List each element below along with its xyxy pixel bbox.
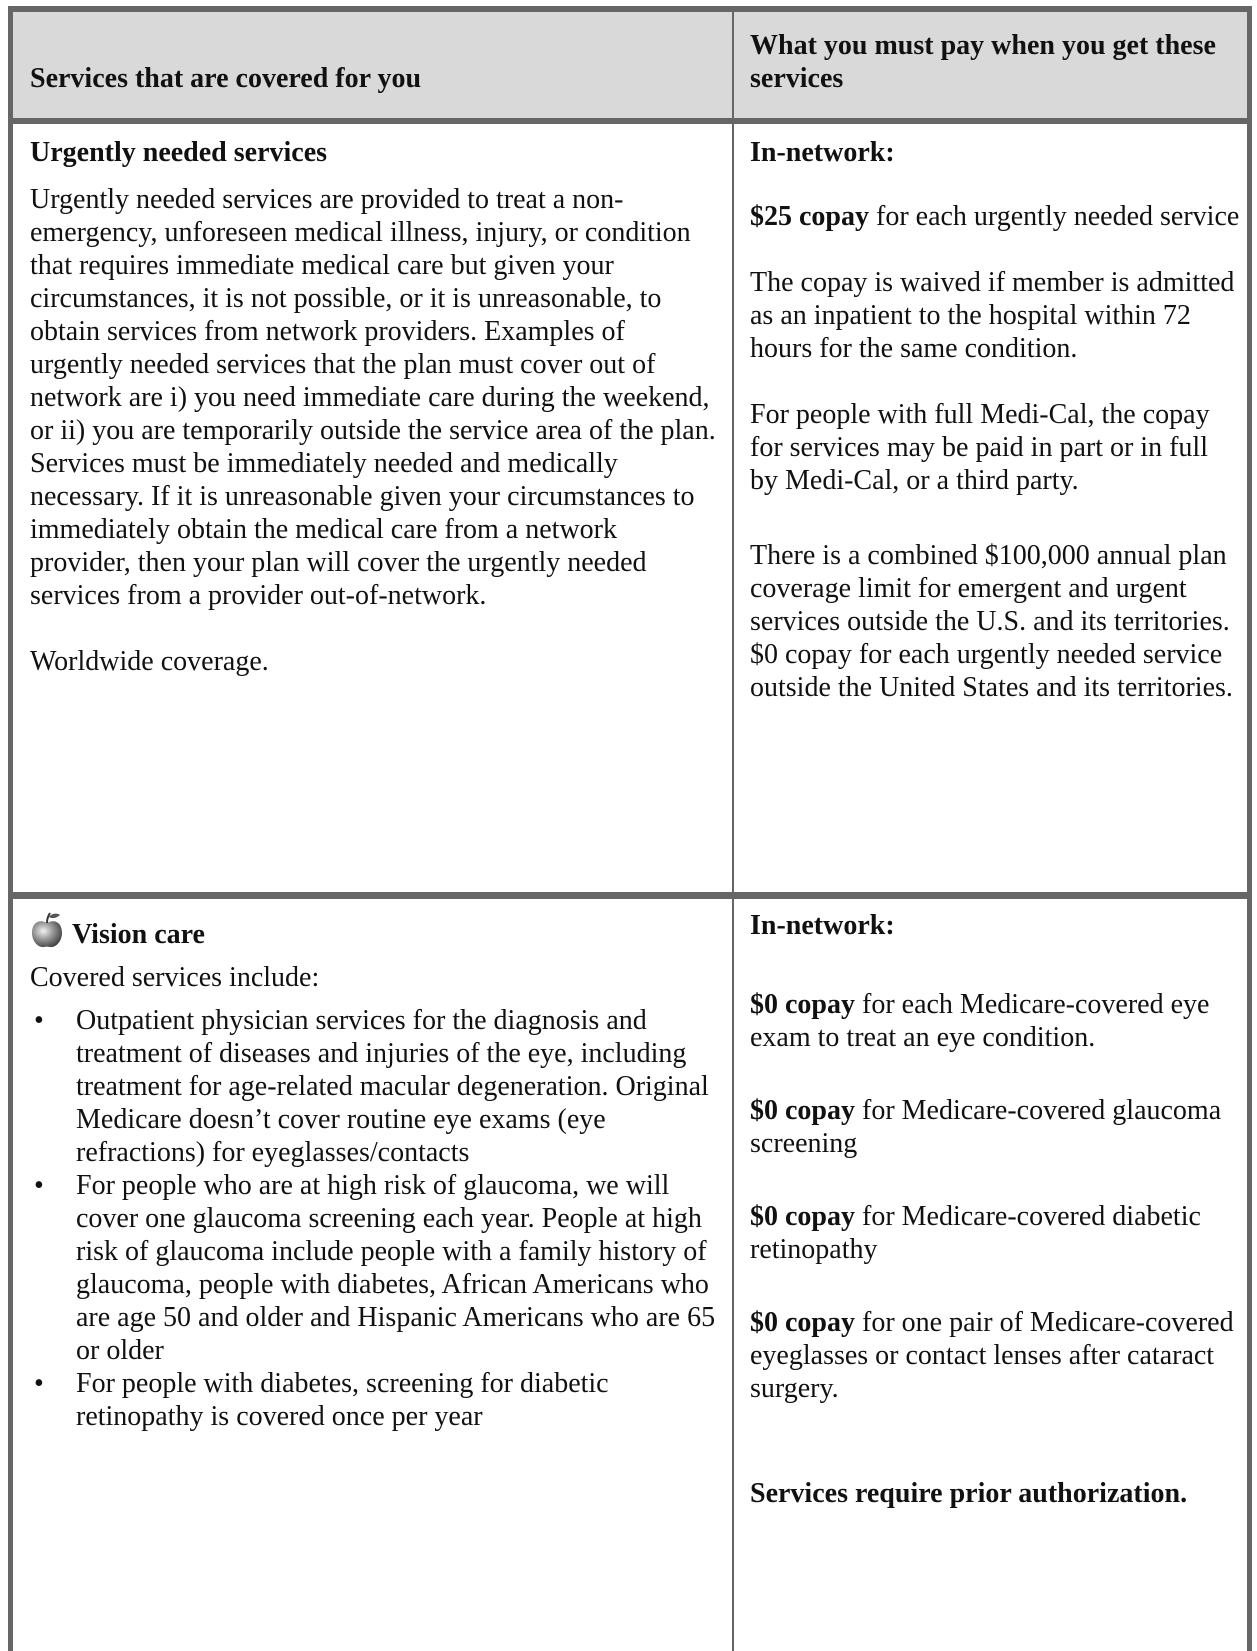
vision-cost-item (750, 1094, 1240, 1160)
column-divider (732, 12, 734, 118)
table-header (13, 12, 1247, 124)
benefits-table (8, 6, 1252, 1651)
vision-cost-item (750, 1306, 1240, 1405)
table-row-vision (13, 899, 1247, 1651)
vision-payment-cell (750, 909, 1240, 1510)
urgent-copay (750, 200, 1240, 233)
header-payment: What you must pay when you get these services (750, 30, 1216, 94)
vision-cost-text: for one pair of Medicare-covered eyeglasses or contact lenses after cataract surgery. (750, 1307, 1234, 1404)
column-divider (732, 899, 734, 1651)
urgent-copay-text: for each urgently needed service (869, 201, 1240, 232)
urgent-description: Urgently needed services are provided to treat a non-emergency, unforeseen medical illness, injury, or condition that requires immediate medical care but given your circumstances, it is not possible, or it is unreasonable, to obtain services from network providers. Examples of urgently needed services that the plan must cover out of network are i) you need immediate care during the weekend, or ii) you are temporarily outside the service area of the plan. Services must be immediately needed and medically necessary. If it is unreasonable given your circumstances to immediately obtain the medical care from a network provider, then your plan will cover the urgently needed services from a provider out-of-network. (30, 184, 716, 611)
urgent-limit: There is a combined $100,000 annual plan coverage limit for emergent and urgent services outside the U.S. and its territories. $0 copay for each urgently needed service outside the United States and its territories. (750, 540, 1233, 703)
vision-bullet-list (30, 1004, 716, 1433)
vision-network-label: In-network: (750, 910, 895, 941)
vision-services-cell (30, 911, 716, 1433)
vision-intro: Covered services include: (30, 962, 320, 993)
vision-cost-item (750, 988, 1240, 1054)
list-item: • For people who are at high risk of glaucoma, we will cover one glaucoma screening each year. People at high risk of glaucoma include people with a family history of glaucoma, people with diabetes, African Americans who are age 50 and older and Hispanic Americans who are 65 or older (30, 1169, 716, 1367)
table-row-urgent (13, 124, 1247, 899)
list-item: • For people with diabetes, screening for diabetic retinopathy is covered once per year (30, 1367, 716, 1433)
vision-cost-text: for each Medicare-covered eye exam to treat an eye condition. (750, 989, 1210, 1053)
vision-prior-auth: Services require prior authorization. (750, 1478, 1188, 1509)
urgent-network-label: In-network: (750, 137, 895, 168)
vision-heading (30, 911, 716, 951)
urgent-payment-cell (750, 136, 1240, 704)
vision-cost-amount: $0 copay (750, 989, 855, 1020)
vision-cost-amount: $0 copay (750, 1095, 855, 1126)
urgent-copay-amount: $25 copay (750, 201, 869, 232)
urgent-medical: For people with full Medi-Cal, the copay for services may be paid in part or in full by Medi-Cal, or a third party. (750, 399, 1210, 496)
urgent-services-cell (30, 136, 716, 678)
vision-cost-item (750, 1200, 1240, 1266)
apple-icon (30, 911, 64, 949)
vision-title: Vision care (72, 919, 205, 950)
urgent-worldwide: Worldwide coverage. (30, 646, 269, 677)
header-services: Services that are covered for you (30, 63, 422, 94)
vision-cost-text: for Medicare-covered glaucoma screening (750, 1095, 1222, 1159)
column-divider (732, 124, 734, 892)
list-item: • Outpatient physician services for the diagnosis and treatment of diseases and injuries of the eye, including treatment for age-related macular degeneration. Original Medicare doesn’t cover routine eye exams (eye refractions) for eyeglasses/contacts (30, 1004, 716, 1169)
vision-cost-amount: $0 copay (750, 1307, 855, 1338)
urgent-title: Urgently needed services (30, 137, 328, 168)
urgent-waiver: The copay is waived if member is admitted as an inpatient to the hospital within 72 hours for the same condition. (750, 267, 1235, 364)
vision-cost-text: for Medicare-covered diabetic retinopathy (750, 1201, 1201, 1265)
vision-cost-amount: $0 copay (750, 1201, 855, 1232)
